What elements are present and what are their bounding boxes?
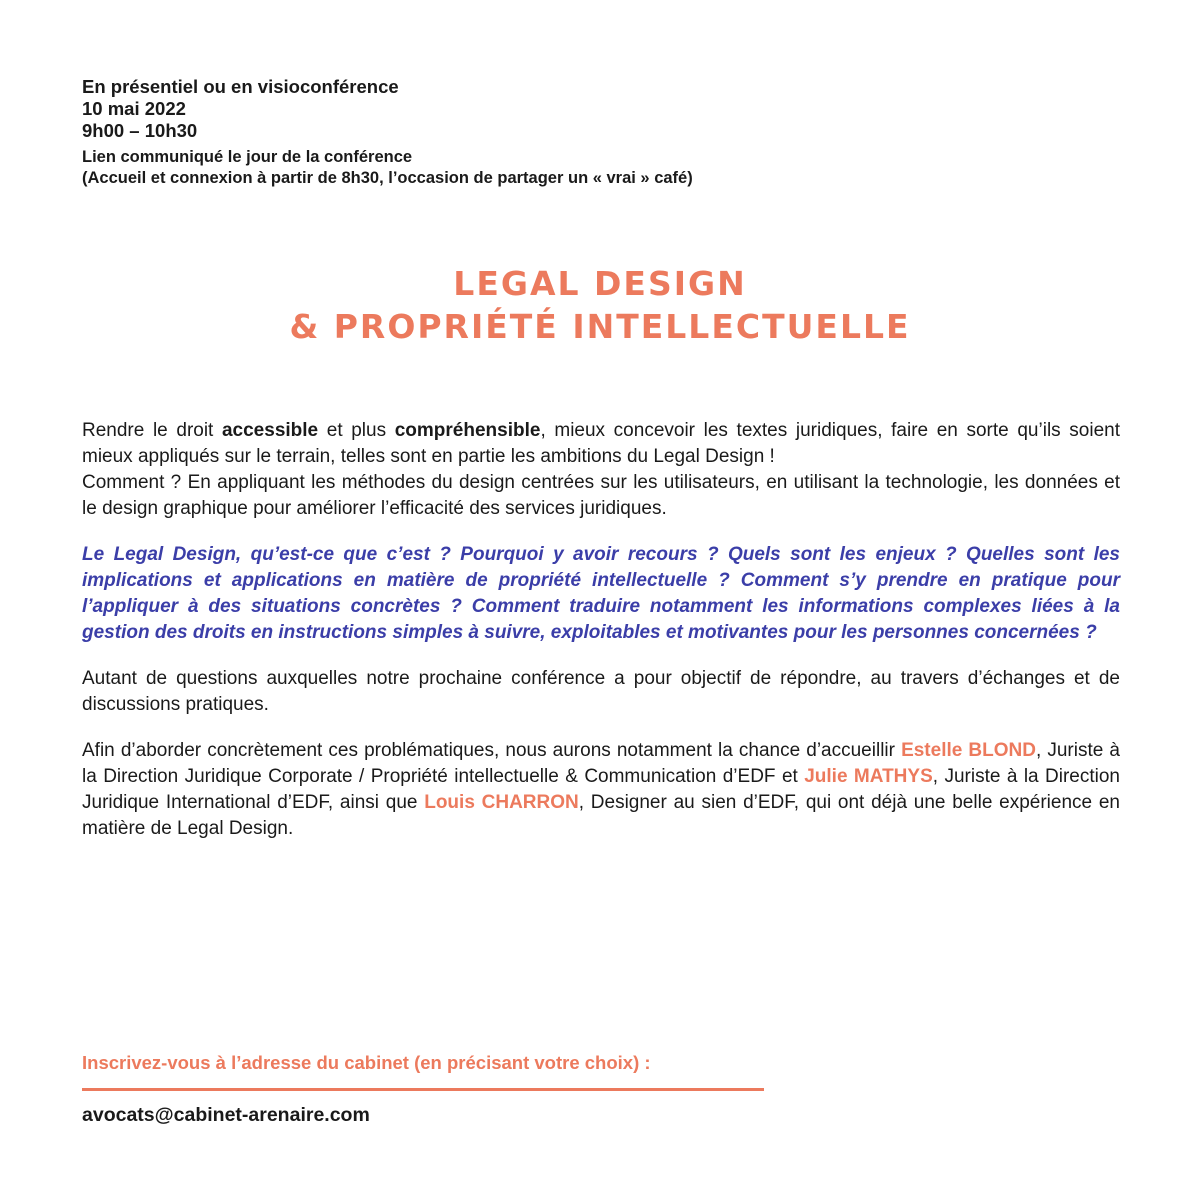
speaker-name-2: Julie MATHYS xyxy=(804,766,933,787)
contact-email[interactable]: avocats@cabinet-arenaire.com xyxy=(82,1104,370,1126)
speaker-role-1: , Juriste à la Direction Juridique Corporate / Propriété intellectuelle & Communication d’EDF et xyxy=(82,740,1120,787)
speakers-paragraph xyxy=(82,738,1120,842)
speaker-name-1: Estelle BLOND xyxy=(901,740,1036,761)
signup-divider xyxy=(82,1088,764,1091)
speaker-role-2: , Juriste à la Direction Juridique International d’EDF, ainsi que xyxy=(82,766,1120,813)
intro-text-1: Rendre le droit xyxy=(82,420,222,441)
event-description xyxy=(82,418,1120,842)
intro-bold-comprehensible: compréhensible xyxy=(394,420,541,441)
questions-paragraph: Le Legal Design, qu’est-ce que c’est ? Pourquoi y avoir recours ? Quels sont les enjeux ? Quelles sont les implications et applications en matière de propriété intellectuelle ? Comment s’y prendre en pratique pour l’appliquer à des situations concrètes ? Comment traduire notamment les informations complexes liées à la gestion des droits en instructions simples à suivre, exploitables et motivantes pour les personnes concernées ? xyxy=(82,544,1120,643)
event-welcome-note: (Accueil et connexion à partir de 8h30, l’occasion de partager un « vrai » café) xyxy=(82,169,693,187)
event-details xyxy=(82,76,1122,189)
intro-bold-accessible: accessible xyxy=(221,420,319,441)
intro-text-2: et plus xyxy=(318,420,395,441)
objective-paragraph: Autant de questions auxquelles notre prochaine conférence a pour objectif de répondre, au travers d’échanges et de discussions pratiques. xyxy=(82,668,1120,715)
intro-paragraph xyxy=(82,418,1120,470)
title-line-2: & PROPRIÉTÉ INTELLECTUELLE xyxy=(289,307,911,346)
speakers-intro: Afin d’aborder concrètement ces problématiques, nous aurons notamment la chance d’accueillir xyxy=(82,740,902,761)
event-link-note: Lien communiqué le jour de la conférence xyxy=(82,148,413,166)
page-title xyxy=(0,262,1200,348)
intro-paragraph-2: Comment ? En appliquant les méthodes du design centrées sur les utilisateurs, en utilisant la technologie, les données et le design graphique pour améliorer l’efficacité des services juridiques. xyxy=(82,472,1120,519)
title-line-1: LEGAL DESIGN xyxy=(453,264,747,303)
event-time: 9h00 – 10h30 xyxy=(82,120,198,141)
event-mode: En présentiel ou en visioconférence xyxy=(82,76,399,97)
speaker-role-3: , Designer au sien d’EDF, qui ont déjà une belle expérience en matière de Legal Design. xyxy=(82,792,1120,839)
intro-text-3: , mieux concevoir les textes juridiques, faire en sorte qu’ils soient mieux appliqués sur le terrain, telles sont en partie les ambitions du Legal Design ! xyxy=(82,420,1120,467)
signup-label: Inscrivez-vous à l’adresse du cabinet (en précisant votre choix) : xyxy=(82,1052,651,1073)
speaker-name-3: Louis CHARRON xyxy=(424,792,579,813)
event-date: 10 mai 2022 xyxy=(82,98,186,119)
